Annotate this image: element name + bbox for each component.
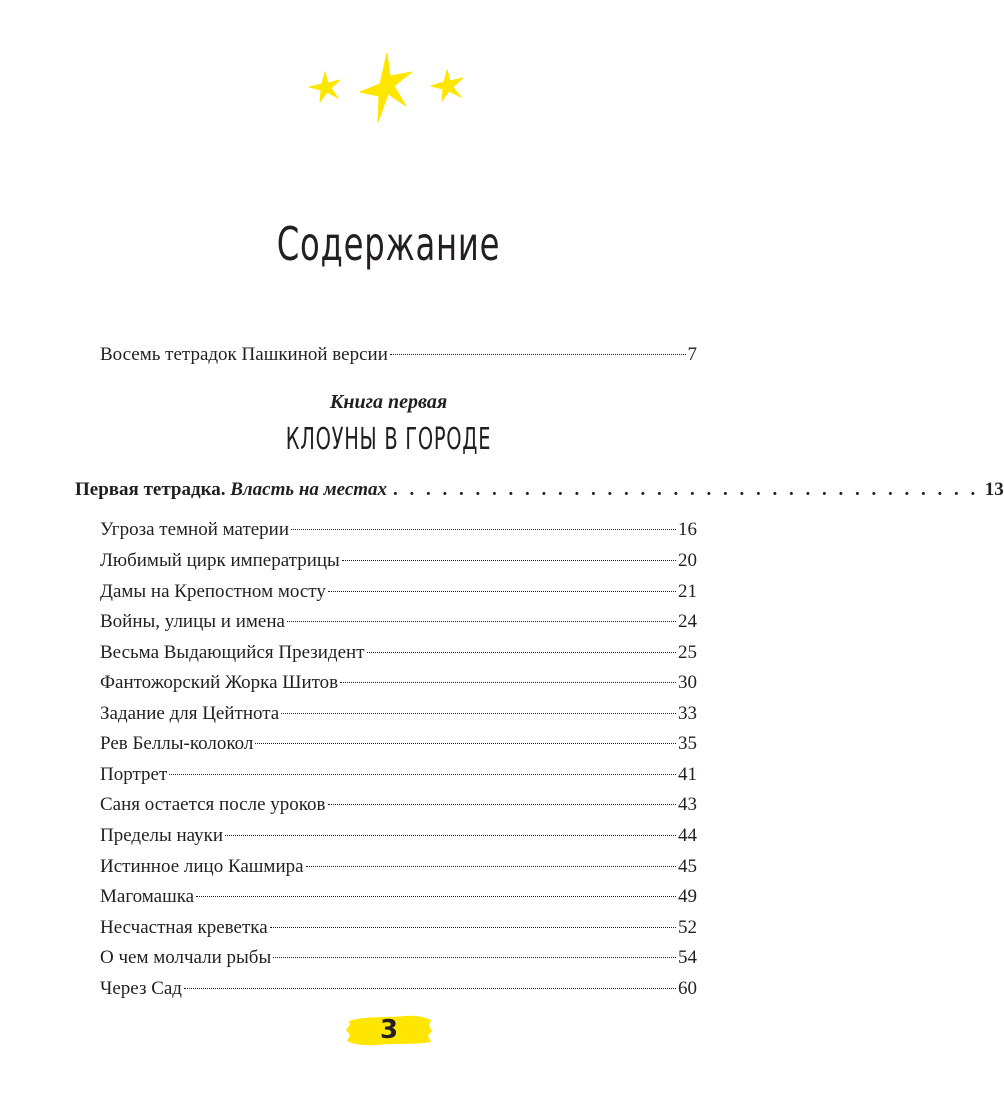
toc-entry[interactable] bbox=[100, 946, 697, 970]
toc-entry-label: Угроза темной материи bbox=[100, 519, 290, 540]
three-stars-icon bbox=[300, 50, 472, 130]
toc-entry[interactable] bbox=[100, 885, 697, 909]
toc-entry[interactable] bbox=[100, 732, 697, 756]
page-number-badge bbox=[345, 1012, 415, 1048]
toc-entry[interactable] bbox=[100, 824, 697, 848]
toc-entry[interactable] bbox=[100, 916, 697, 940]
dot-leader bbox=[390, 354, 686, 355]
toc-entry-intro[interactable] bbox=[100, 343, 697, 367]
book-label: Книга первая bbox=[329, 391, 448, 413]
toc-entry[interactable] bbox=[100, 549, 697, 573]
toc-entry-label: Весьма Выдающийся Президент bbox=[100, 642, 365, 663]
toc-entry-label: Пределы науки bbox=[100, 825, 224, 846]
toc-entry[interactable] bbox=[100, 610, 697, 634]
toc-entry-page: 16 bbox=[678, 519, 697, 540]
dot-leader bbox=[273, 957, 676, 958]
toc-entry-page: 45 bbox=[678, 856, 697, 877]
toc-entry-page: 35 bbox=[678, 733, 697, 754]
dot-leader bbox=[306, 866, 676, 867]
toc-entry[interactable] bbox=[100, 518, 697, 542]
toc-entry-page: 43 bbox=[678, 794, 697, 815]
chapter-page: 13 bbox=[984, 479, 1004, 500]
page-number: 3 bbox=[379, 1015, 399, 1045]
dot-leader bbox=[342, 560, 676, 561]
toc-entry[interactable] bbox=[100, 793, 697, 817]
toc-entry-page: 24 bbox=[678, 611, 697, 632]
dot-leader bbox=[328, 591, 676, 592]
dot-leader bbox=[255, 743, 676, 744]
toc-entry[interactable] bbox=[100, 763, 697, 787]
toc-entry-label: О чем молчали рыбы bbox=[100, 947, 272, 968]
toc-entry-label: Задание для Цейтнота bbox=[100, 703, 280, 724]
toc-entry-label: Портрет bbox=[100, 764, 168, 785]
toc-entry-page: 49 bbox=[678, 886, 697, 907]
dot-leader bbox=[225, 835, 676, 836]
toc-entry-label: Магомашка bbox=[100, 886, 195, 907]
dot-leader bbox=[184, 988, 676, 989]
toc-entry-label: Рев Беллы-колокол bbox=[100, 733, 254, 754]
toc-entry-label: Истинное лицо Кашмира bbox=[100, 856, 304, 877]
toc-entry-page: 20 bbox=[678, 550, 697, 571]
toc-entry-label: Саня остается после уроков bbox=[100, 794, 326, 815]
dot-leader bbox=[169, 774, 676, 775]
chapter-subtitle: Власть на местах bbox=[230, 479, 388, 500]
toc-entry[interactable] bbox=[100, 671, 697, 695]
toc-entry[interactable] bbox=[100, 977, 697, 1001]
dot-leader bbox=[287, 621, 676, 622]
page-title: Содержание bbox=[276, 217, 501, 271]
dot-leader: . . . . . . . . . . . . . . . . . . . . . . . . . . . . . . . . . . . . bbox=[393, 479, 979, 500]
toc-entry-label: Восемь тетрадок Пашкиной версии bbox=[100, 344, 388, 365]
toc-entry-label: Фантожорский Жорка Шитов bbox=[100, 672, 339, 693]
toc-entry-page: 25 bbox=[678, 642, 697, 663]
toc-entry-label: Любимый цирк императрицы bbox=[100, 550, 340, 571]
toc-entry-page: 7 bbox=[687, 344, 697, 365]
toc-entry-label: Войны, улицы и имена bbox=[100, 611, 285, 632]
toc-entry-page: 21 bbox=[678, 581, 697, 602]
dot-leader bbox=[196, 896, 676, 897]
book-title: КЛОУНЫ В ГОРОДЕ bbox=[285, 422, 492, 457]
toc-entry-page: 33 bbox=[678, 703, 697, 724]
toc-entry-page: 60 bbox=[678, 978, 697, 999]
dot-leader bbox=[281, 713, 676, 714]
toc-entry[interactable] bbox=[100, 702, 697, 726]
toc-entry-page: 41 bbox=[678, 764, 697, 785]
toc-entry[interactable] bbox=[100, 855, 697, 879]
toc-entry-label: Через Сад bbox=[100, 978, 182, 999]
toc-entry-page: 30 bbox=[678, 672, 697, 693]
toc-entry-label: Несчастная креветка bbox=[100, 917, 268, 938]
toc-entry-page: 44 bbox=[678, 825, 697, 846]
toc-entry[interactable] bbox=[100, 641, 697, 665]
toc-entry-label: Дамы на Крепостном мосту bbox=[100, 581, 326, 602]
toc-entry[interactable] bbox=[100, 580, 697, 604]
chapter-label: Первая тетрадка. Власть на местах bbox=[75, 479, 388, 500]
dot-leader bbox=[367, 652, 676, 653]
dot-leader bbox=[270, 927, 676, 928]
chapter-heading[interactable] bbox=[75, 478, 1004, 502]
dot-leader bbox=[291, 529, 676, 530]
dot-leader bbox=[340, 682, 676, 683]
toc-entry-page: 54 bbox=[678, 947, 697, 968]
toc-entry-page: 52 bbox=[678, 917, 697, 938]
dot-leader bbox=[328, 804, 676, 805]
